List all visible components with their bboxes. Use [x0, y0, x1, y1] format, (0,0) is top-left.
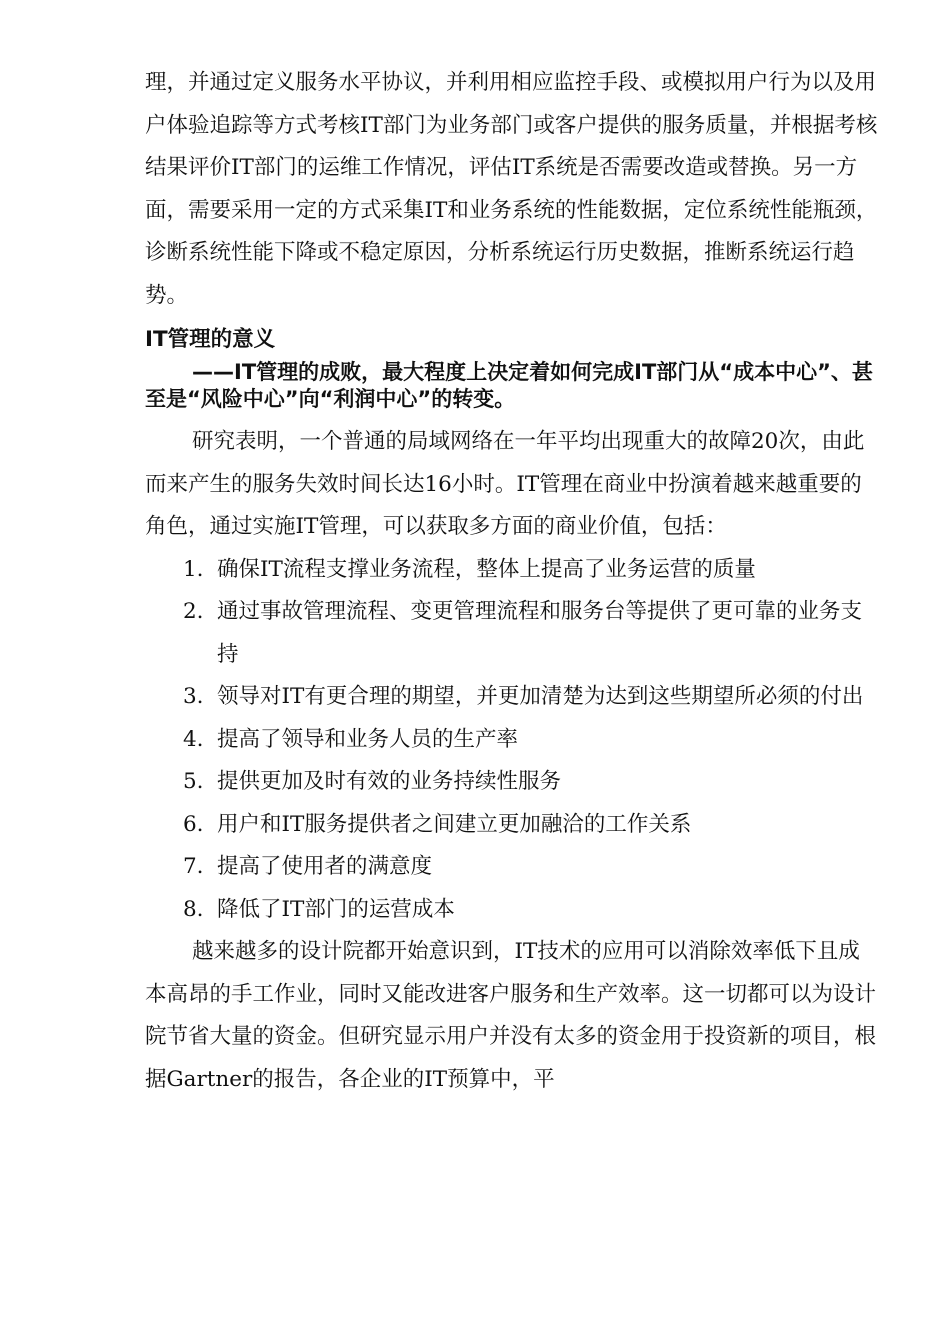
list-item	[145, 804, 880, 847]
list-item-text: 提供更加及时有效的业务持续性服务	[217, 769, 562, 794]
list-item	[145, 761, 880, 804]
list-item-number: 1.	[183, 556, 204, 582]
list-item-number: 4.	[183, 726, 204, 752]
list-item	[145, 846, 880, 889]
list-item	[145, 549, 880, 592]
list-item-number: 6.	[183, 811, 204, 837]
list-item	[145, 719, 880, 762]
list-item-text: 确保IT流程支撑业务流程，整体上提高了业务运营的质量	[217, 556, 756, 582]
list-item-text: 提高了领导和业务人员的生产率	[217, 726, 519, 752]
list-item	[145, 676, 880, 719]
list-item-number: 2.	[183, 599, 204, 624]
document-body	[145, 62, 880, 1101]
intro-paragraph: 理，并通过定义服务水平协议，并利用相应监控手段、或模拟用户行为以及用户体验追踪等方式考核IT部门为业务部门或客户提供的服务质量，并根据考核结果评价IT部门的运维工作情况，评估IT系统是否需要改造或替换。另一方面，需要采用一定的方式采集IT和业务系统的性能数据，定位系统性能瓶颈，诊断系统性能下降或不稳定原因，分析系统运行历史数据，推断系统运行趋势。	[145, 70, 878, 308]
list-item-text: 用户和IT服务提供者之间建立更加融洽的工作关系	[217, 811, 692, 837]
list-item-text: 领导对IT有更合理的期望，并更加清楚为达到这些期望所必须的付出	[217, 684, 864, 709]
list-item-number: 5.	[183, 769, 204, 794]
list-item	[145, 591, 880, 676]
section-subtitle: ——IT管理的成败，最大程度上决定着如何完成IT部门从“成本中心”、甚至是“风险中心”向“利润中心”的转变。	[145, 360, 873, 411]
list-item-number: 7.	[183, 854, 204, 879]
research-paragraph: 研究表明，一个普通的局域网络在一年平均出现重大的故障20次，由此而来产生的服务失效时间长达16小时。IT管理在商业中扮演着越来越重要的角色，通过实施IT管理，可以获取多方面的商业价值，包括：	[145, 429, 865, 539]
closing-paragraph: 越来越多的设计院都开始意识到，IT技术的应用可以消除效率低下且成本高昂的手工作业，同时又能改进客户服务和生产效率。这一切都可以为设计院节省大量的资金。但研究显示用户并没有太多的资金用于投资新的项目，根据Gartner的报告，各企业的IT预算中，平	[145, 939, 877, 1092]
benefits-list	[145, 549, 880, 932]
section-heading: IT管理的意义	[145, 327, 276, 352]
list-item-number: 8.	[183, 896, 204, 922]
list-item-number: 3.	[183, 684, 204, 709]
list-item	[145, 889, 880, 932]
list-item-text: 降低了IT部门的运营成本	[217, 896, 455, 922]
list-item-text: 通过事故管理流程、变更管理流程和服务台等提供了更可靠的业务支持	[217, 599, 863, 667]
list-item-text: 提高了使用者的满意度	[217, 854, 433, 879]
